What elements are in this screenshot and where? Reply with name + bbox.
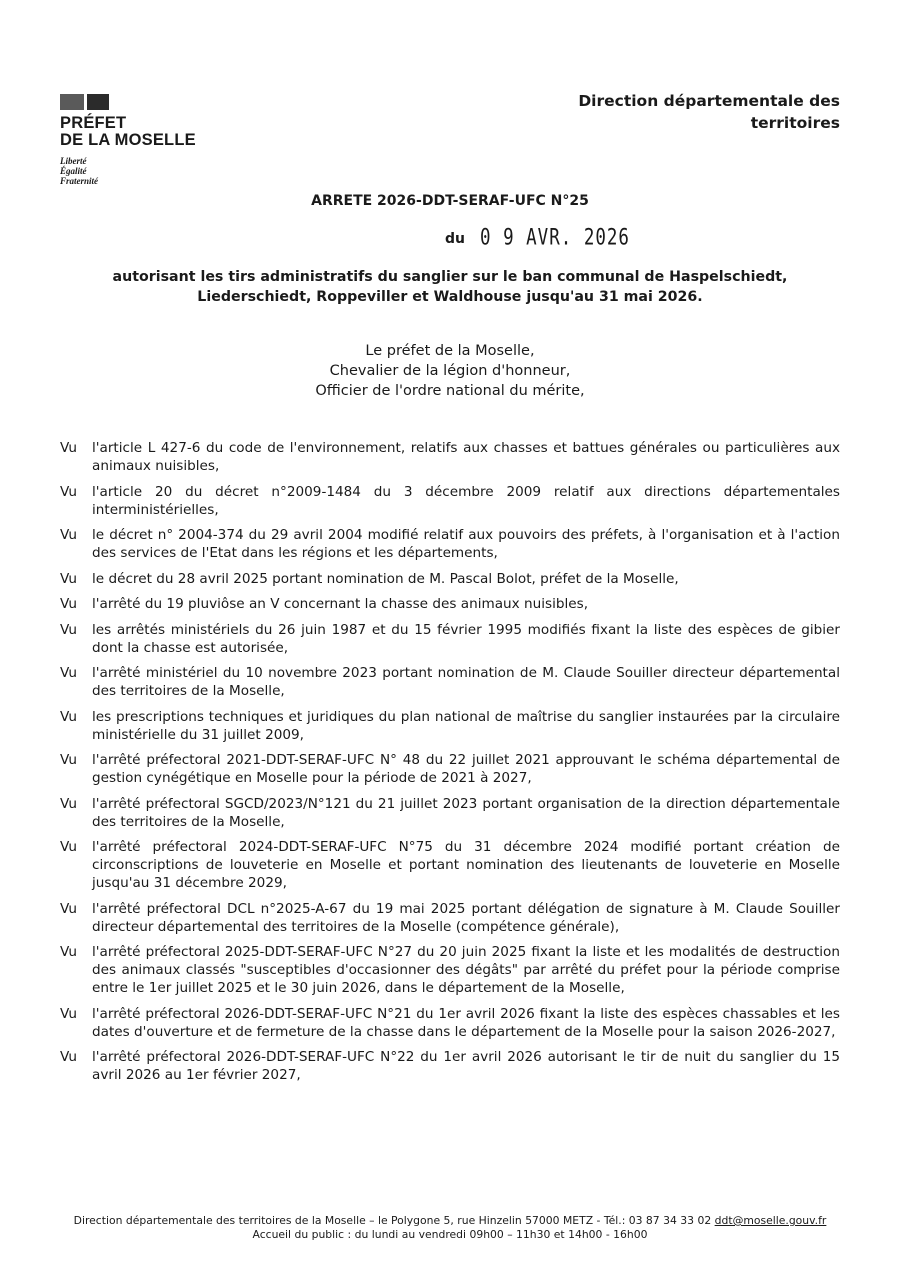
- visa-item: [60, 483, 840, 519]
- visa-text: l'arrêté du 19 pluviôse an V concernant la chasse des animaux nuisibles,: [92, 596, 589, 612]
- prefet-titles: [0, 341, 900, 401]
- prefet-logo: [60, 92, 220, 186]
- visa-item: [60, 439, 840, 475]
- visa-text: l'arrêté préfectoral 2021-DDT-SERAF-UFC N° 48 du 22 juillet 2021 approuvant le schéma départemental de gestion cynégétique en Moselle pour la période de 2021 à 2027,: [92, 752, 840, 786]
- visa-text: l'article 20 du décret n°2009-1484 du 3 décembre 2009 relatif aux directions départementales interministérielles,: [92, 483, 840, 518]
- footer-hours: Accueil du public : du lundi au vendredi 09h00 – 11h30 et 14h00 - 16h00: [252, 1228, 648, 1241]
- prefet-title-2: Chevalier de la légion d'honneur,: [329, 363, 571, 379]
- visa-item: [60, 621, 840, 657]
- visa-item: [60, 1005, 840, 1041]
- marianne-logo-icon: [60, 92, 220, 110]
- issuing-direction: [578, 90, 840, 134]
- direction-line-1: Direction départementale des: [578, 92, 840, 110]
- visa-label: Vu: [60, 900, 77, 917]
- visa-text: le décret du 28 avril 2025 portant nomination de M. Pascal Bolot, préfet de la Moselle,: [92, 570, 679, 587]
- visa-text: l'arrêté préfectoral 2025-DDT-SERAF-UFC N°27 du 20 juin 2025 fixant la liste et les modalités de destruction des animaux classés "susceptibles d'occasionner des dégâts" par arrêté du préfet pour la période comprise entre le 1er juillet 2025 et le 30 juin 2026, dans le département de la Moselle,: [92, 944, 840, 996]
- date-stamp: 0 9 AVR. 2026: [480, 225, 630, 251]
- footer-address-line: [0, 1214, 900, 1228]
- visa-label: Vu: [60, 708, 77, 725]
- visa-item: [60, 708, 840, 744]
- visa-label: Vu: [60, 839, 77, 855]
- arrete-subject: [60, 267, 840, 307]
- visa-text: l'arrêté préfectoral SGCD/2023/N°121 du 21 juillet 2023 portant organisation de la direction départementale des territoires de la Moselle,: [92, 795, 840, 830]
- visa-item: [60, 751, 840, 787]
- motto-egalite: Égalité: [60, 166, 87, 176]
- visa-item: [60, 900, 840, 936]
- footer-address: Direction départementale des territoires de la Moselle – le Polygone 5, rue Hinzelin 57000 METZ - Tél.: 03 87 34 33 02: [73, 1214, 712, 1227]
- subject-line-2: Liederschiedt, Roppeviller et Waldhouse jusqu'au 31 mai 2026.: [197, 289, 703, 305]
- subject-line-1: autorisant les tirs administratifs du sanglier sur le ban communal de Haspelschiedt,: [112, 269, 788, 285]
- visa-item: [60, 570, 840, 588]
- visa-item: [60, 595, 840, 613]
- logo-line-2: DE LA MOSELLE: [60, 131, 196, 149]
- visa-item: [60, 664, 840, 700]
- visa-item: [60, 795, 840, 831]
- visa-label: Vu: [60, 570, 77, 587]
- visa-text: l'arrêté préfectoral 2026-DDT-SERAF-UFC N°22 du 1er avril 2026 autorisant le tir de nuit du sanglier du 15 avril 2026 au 1er février 2027,: [92, 1049, 840, 1083]
- motto-fraternite: Fraternité: [60, 176, 99, 186]
- visa-item: [60, 1048, 840, 1084]
- prefet-title-1: Le préfet de la Moselle,: [365, 343, 535, 359]
- visas-list: [60, 439, 840, 1092]
- visa-label: Vu: [60, 795, 77, 812]
- direction-line-2: territoires: [750, 114, 840, 132]
- visa-label: Vu: [60, 944, 77, 960]
- visa-text: les prescriptions techniques et juridiques du plan national de maîtrise du sanglier instaurées par la circulaire ministérielle du 31 juillet 2009,: [92, 708, 840, 743]
- visa-label: Vu: [60, 1005, 77, 1022]
- motto-liberte: Liberté: [60, 156, 87, 166]
- visa-item: [60, 838, 840, 892]
- page-footer: [0, 1214, 900, 1242]
- visa-text: l'arrêté ministériel du 10 novembre 2023 portant nomination de M. Claude Souiller directeur départemental des territoires de la Moselle,: [92, 665, 840, 699]
- visa-text: les arrêtés ministériels du 26 juin 1987 et du 15 février 1995 modifiés fixant la liste des espèces de gibier dont la chasse est autorisée,: [92, 621, 840, 656]
- visa-text: l'arrêté préfectoral DCL n°2025-A-67 du 19 mai 2025 portant délégation de signature à M. Claude Souiller directeur départemental des territoires de la Moselle (compétence générale),: [92, 900, 840, 935]
- visa-label: Vu: [60, 665, 77, 681]
- visa-text: l'arrêté préfectoral 2026-DDT-SERAF-UFC N°21 du 1er avril 2026 fixant la liste des espèces chassables et les dates d'ouverture et de fermeture de la chasse dans le département de la Moselle pour la saison 2026-2027,: [92, 1005, 840, 1040]
- prefet-title-3: Officier de l'ordre national du mérite,: [315, 383, 585, 399]
- visa-item: [60, 943, 840, 997]
- arrete-number: ARRETE 2026-DDT-SERAF-UFC N°25: [311, 193, 589, 209]
- visa-label: Vu: [60, 621, 77, 638]
- date-prefix: du: [445, 231, 465, 247]
- visa-label: Vu: [60, 527, 77, 543]
- visa-text: le décret n° 2004-374 du 29 avril 2004 modifié relatif aux pouvoirs des préfets, à l'organisation et à l'action des services de l'Etat dans les régions et les départements,: [92, 527, 840, 561]
- arrete-date: [445, 225, 630, 251]
- logo-line-1: PRÉFET: [60, 114, 127, 132]
- visa-label: Vu: [60, 440, 77, 456]
- visa-label: Vu: [60, 596, 77, 612]
- republic-motto: [60, 156, 220, 186]
- footer-email-link[interactable]: ddt@moselle.gouv.fr: [714, 1214, 827, 1227]
- visa-text: l'arrêté préfectoral 2024-DDT-SERAF-UFC N°75 du 31 décembre 2024 modifié portant création de circonscriptions de louveterie en Moselle et portant nomination des lieutenants de louveterie en Moselle jusqu'au 31 décembre 2029,: [92, 839, 840, 891]
- visa-item: [60, 526, 840, 562]
- visa-text: l'article L 427-6 du code de l'environnement, relatifs aux chasses et battues générales ou particulières aux animaux nuisibles,: [92, 440, 840, 474]
- visa-label: Vu: [60, 483, 77, 500]
- visa-label: Vu: [60, 1049, 77, 1065]
- visa-label: Vu: [60, 752, 77, 768]
